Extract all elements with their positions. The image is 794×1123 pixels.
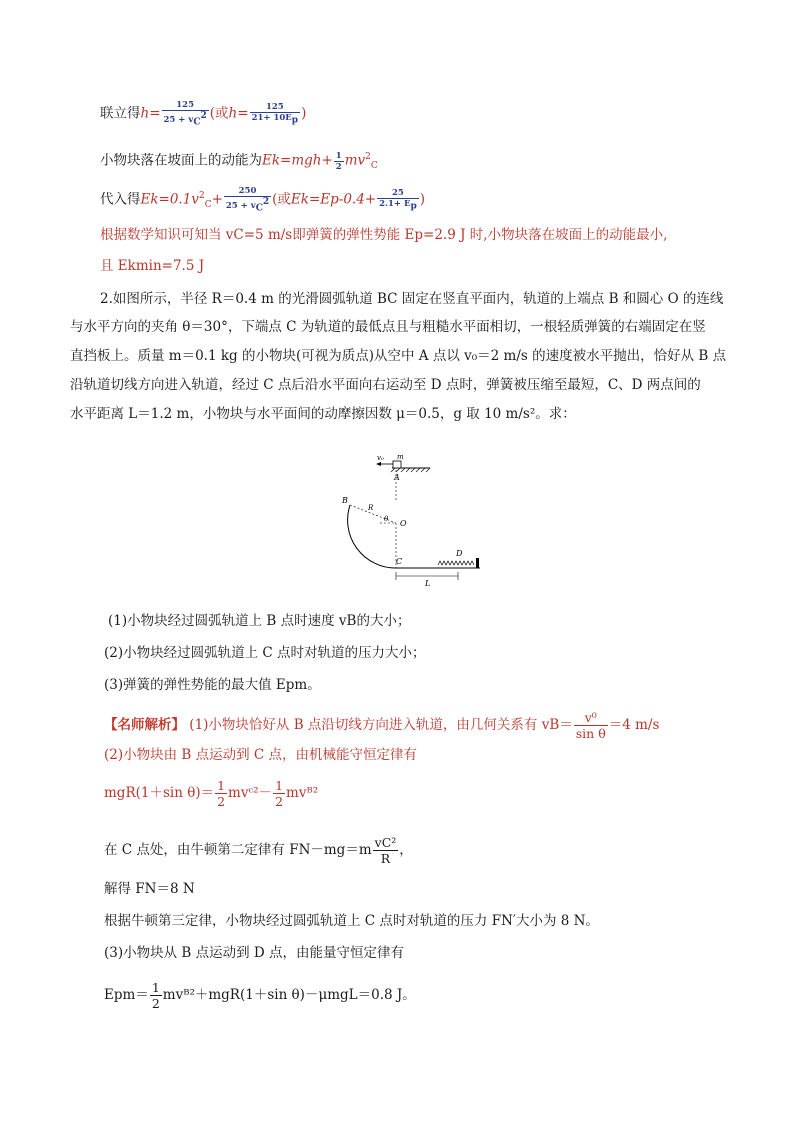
answer-3-frac-num: 250 [224,186,271,197]
answer-3-close: ) [419,191,426,208]
answer-3-frac-den-sub: C [255,203,263,214]
problem-line-5: 水平距离 L＝1.2 m，小物块与水平面间的动摩擦因数 μ＝0.5，g 取 10 m/s²。求： [70,406,576,422]
solution-3-a: mgR(1＋sin θ)＝ [104,785,215,801]
solution-3-frac-2 [273,778,285,809]
answer-line-1 [100,100,306,128]
answer-2-formula: Ek=mgh+ [262,152,333,169]
answer-1-frac2-num: 125 [250,102,301,113]
block-m [393,461,401,468]
question-1: (1)小物块经过圆弧轨道上 B 点时速度 vB的大小； [108,613,411,629]
answer-1-frac-den-sub: C [193,117,201,128]
answer-3-frac2-den: 2.1+ E [379,198,411,209]
solution-3-f1n: 1 [217,778,226,793]
solution-8-fraction [150,980,162,1011]
problem-line-4: 沿轨道切线方向进入轨道，经过 C 点后沿水平面向右运动至 D 点时，弹簧被压缩至最短，C、D 两点间的 [70,377,701,393]
label-m: m [397,453,404,461]
solution-3-f1d: 2 [217,794,226,809]
answer-3-sub: C [204,199,212,210]
solution-tag: 【名师解析】 [104,717,185,733]
answer-line-2 [100,148,378,175]
solution-8-b: mvᴮ²＋mgR(1＋sin θ)－μmgL＝0.8 J。 [162,987,416,1003]
answer-3-formula: Ek=0.1v [140,191,199,208]
solution-8-fd: 2 [151,996,160,1011]
label-D: D [456,549,463,558]
wall-plate [476,558,479,568]
spring [438,561,474,565]
answer-2-half-num: 1 [335,150,342,161]
answer-line-3 [100,186,425,214]
label-B: B [342,496,348,505]
answer-3-plus: + [211,191,223,208]
answer-2-tail: mv [344,152,366,169]
solution-4-fd: R [380,851,391,866]
problem-line-1: 2.如图所示，半径 R＝0.4 m 的光滑圆弧轨道 BC 固定在竖直平面内，轨道的上端点 B 和圆心 O 的连线 [100,291,724,307]
problem-line-2: 与水平方向的夹角 θ＝30°，下端点 C 为轨道的最低点且与粗糙水平面相切，一根轻质弹簧的右端固定在竖 [70,319,706,335]
solution-4-b: ， [399,842,413,858]
answer-1-h2: h [228,105,238,122]
answer-1-eq2: = [237,105,249,122]
answer-3-prefix: 代入得 [100,191,141,208]
label-O: O [400,519,407,528]
answer-1-or: (或 [209,105,229,122]
solution-line-6: 根据牛顿第三定律，小物块经过圆弧轨道上 C 点时对轨道的压力 FN′大小为 8 N。 [104,913,599,929]
answer-3-or: (或 [272,191,291,208]
answer-1-eq: = [149,105,161,122]
solution-line-2: (2)小物块由 B 点运动到 C 点，由机械能守恒定律有 [104,747,418,763]
question-2: (2)小物块经过圆弧轨道上 C 点时对轨道的压力大小； [104,645,426,661]
solution-line-3 [104,778,318,809]
solution-4-fraction [373,835,399,866]
solution-line-8 [104,980,416,1011]
answer-2-tail-sub: C [370,161,378,172]
answer-3-sup: 2 [198,190,205,201]
answer-1-frac2-den-sub: p [291,115,299,126]
answer-3-fraction [224,186,271,214]
answer-2-half-den: 2 [335,161,342,172]
answer-1-frac-den: 25 + v [163,114,194,125]
velocity-arrowhead [376,462,381,466]
solution-line-5: 解得 FN＝8 N [104,881,195,897]
solution-3-f2d: 2 [275,794,284,809]
label-L: L [425,579,431,588]
answer-1-frac2-den: 21+ 10E [251,112,292,123]
answer-1-close: ) [301,105,307,122]
answer-2-tail-sup: 2 [365,152,371,162]
solution-4-fn: vC² [374,835,397,850]
answer-1-prefix: 联立得 [100,105,141,122]
answer-2-text: 小物块落在坡面上的动能为 [100,152,262,169]
answer-3-frac2-den-sub: p [410,201,417,212]
answer-1-frac-den-sup: 2 [200,111,207,121]
solution-line-7: (3)小物块从 B 点运动到 D 点，由能量守恒定律有 [104,945,405,961]
solution-1-frac-den: sin θ [575,726,606,741]
question-3: (3)弹簧的弹性势能的最大值 Epm。 [104,677,321,693]
solution-1-frac-num: v⁰ [574,710,608,726]
solution-3-b: mvᶜ²－ [228,785,273,801]
label-R: R [368,504,374,512]
solution-line-4 [104,835,413,866]
answer-3-frac-den-sup: 2 [262,197,270,207]
solution-1-tail: ＝4 m/s [608,717,660,733]
answer-1-fraction [162,100,209,128]
solution-1-text: (1)小物块恰好从 B 点沿切线方向进入轨道，由几何关系有 vB＝ [189,717,573,733]
solution-8-a: Epm＝ [104,987,149,1003]
answer-line-4: 根据数学知识可知当 vC=5 m/s即弹簧的弹性势能 Ep=2.9 J 时,小物块落在坡面上的动能最小, [100,227,668,243]
label-A: A [394,473,400,482]
label-v0: v₀ [377,454,384,462]
answer-1-fraction-2 [250,102,301,126]
solution-3-c: mvᴮ² [286,785,319,801]
answer-3-frac2-num: 25 [377,188,419,199]
solution-line-1 [104,710,659,741]
label-C: C [396,557,403,566]
answer-1-h: h [140,105,150,122]
answer-3-frac-den: 25 + v [225,200,256,211]
problem-line-3: 直挡板上。质量 m＝0.1 kg 的小物块(可视为质点)从空中 A 点以 v₀＝2 m/s 的速度被水平抛出，恰好从 B 点 [70,348,727,364]
solution-8-fn: 1 [151,980,160,995]
solution-3-f2n: 1 [275,778,284,793]
arc-track [348,505,396,568]
physics-diagram [330,450,500,590]
label-theta: θ [384,515,389,523]
solution-4-a: 在 C 点处，由牛顿第二定律有 FN－mg＝m [104,842,372,858]
solution-1-fraction [574,710,608,741]
solution-3-frac-1 [215,778,227,809]
answer-2-half [334,151,344,172]
platform-hatch [391,468,430,472]
answer-3-formula2: Ek=Ep-0.4+ [290,191,377,208]
answer-line-5: 且 Ekmin=7.5 J [100,258,205,274]
answer-3-fraction-2 [377,188,419,212]
answer-1-frac-num: 125 [162,100,209,111]
